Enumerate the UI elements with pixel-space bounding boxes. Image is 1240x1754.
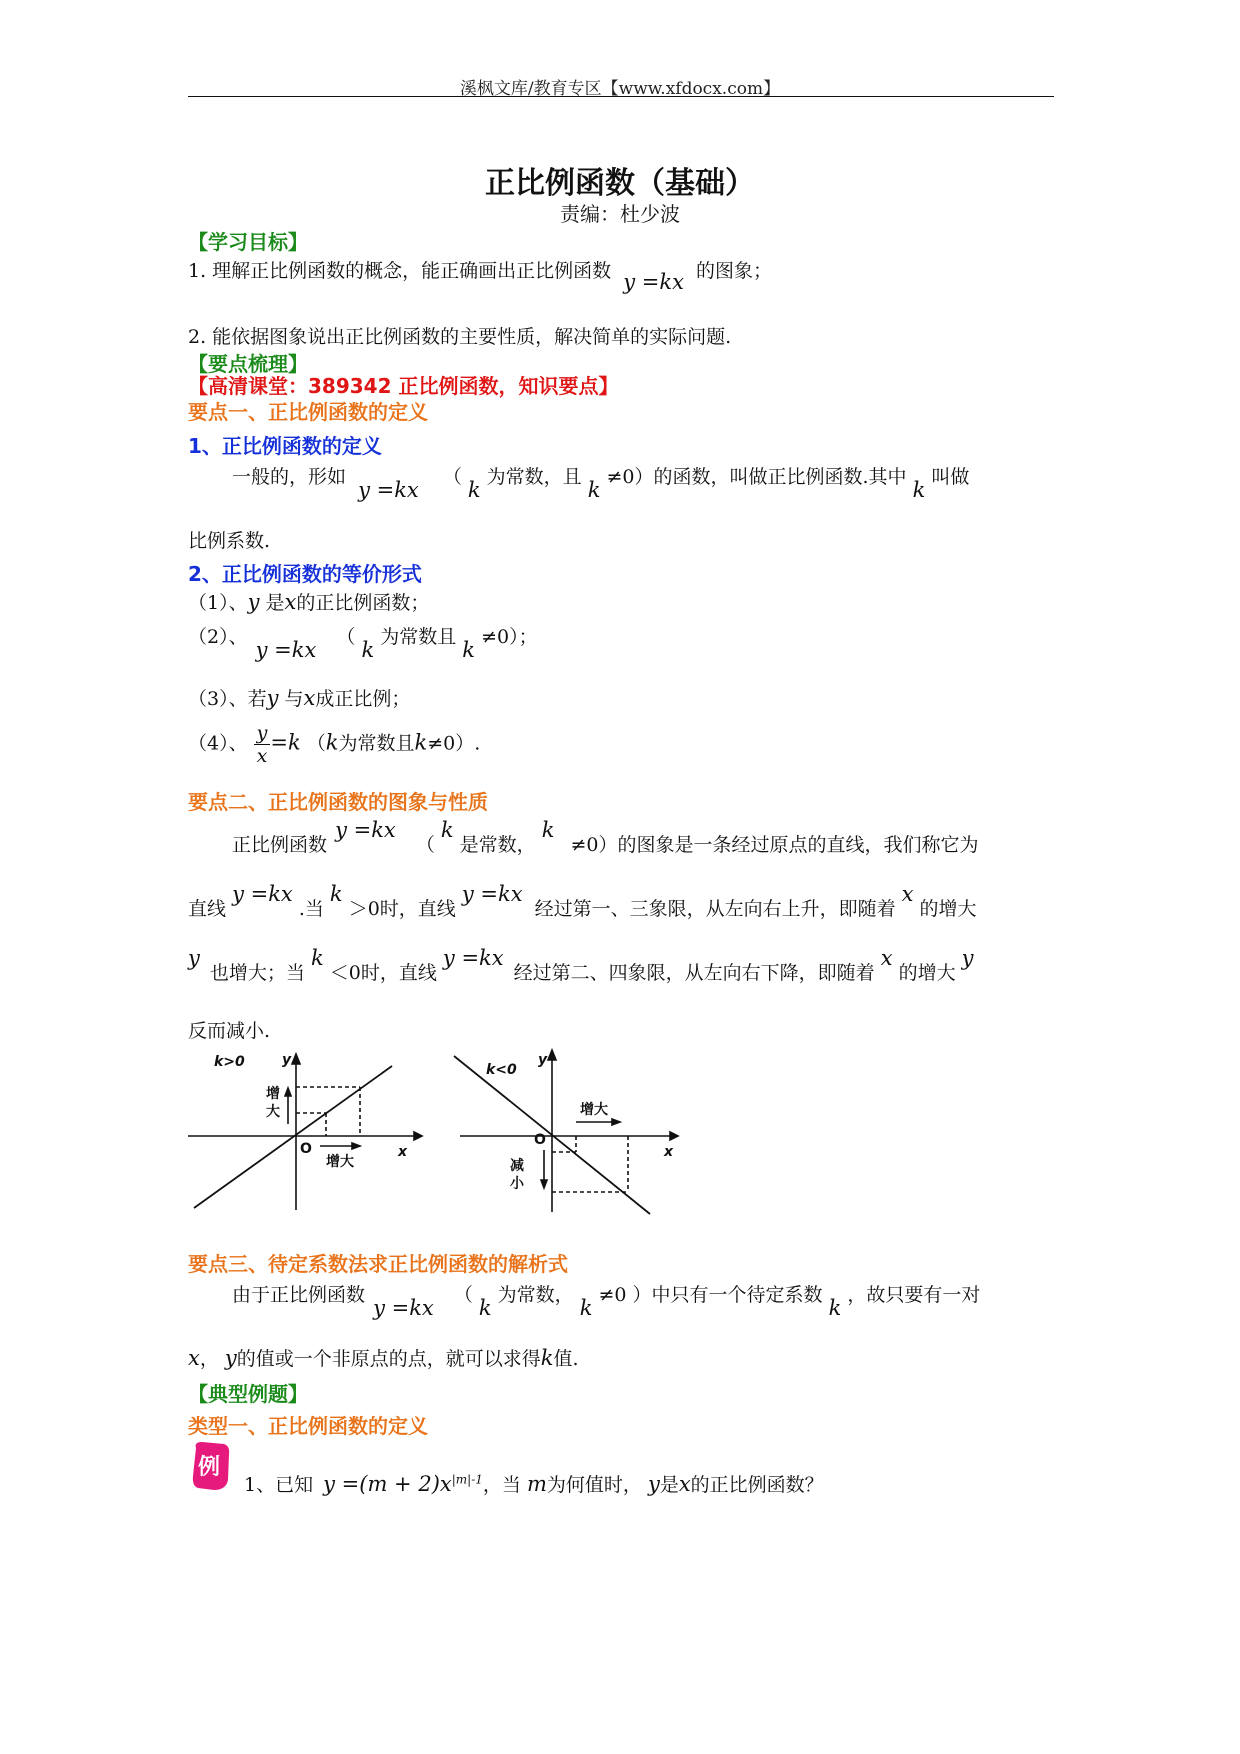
increase-arrow-h-head	[352, 1143, 360, 1149]
k-positive-label: k>0	[214, 1054, 245, 1070]
origin-label: O	[300, 1141, 312, 1157]
formula: y =(m + 2)x	[323, 1472, 452, 1496]
text: 经过第一、三象限，从左向右上升，即随着	[534, 898, 896, 920]
denominator: x	[256, 745, 268, 767]
kp1-sub1: 1、正比例函数的定义	[188, 434, 382, 458]
var-y: y	[224, 1346, 237, 1370]
kp1-definition-line2: 比例系数.	[188, 530, 271, 552]
x-axis-arrow	[670, 1132, 678, 1140]
var-k: k	[912, 478, 926, 502]
graph-k-positive	[186, 1052, 426, 1212]
goal-1-suffix: 的图象；	[695, 260, 772, 282]
increase-arrow-h-head	[612, 1119, 620, 1125]
var-x: x	[880, 946, 893, 970]
exponent: |m|-1	[451, 1472, 483, 1487]
text: 直线	[188, 898, 227, 920]
var-k: k	[325, 730, 339, 755]
kp2-line2	[188, 882, 977, 921]
line-y-kx-positive	[194, 1066, 392, 1208]
var-y: y	[266, 686, 279, 710]
goal-item-2: 2. 能依据图象说出正比例函数的主要性质，解决简单的实际问题.	[188, 326, 732, 348]
decrease-v-label-1: 减	[510, 1158, 524, 1174]
text: ≠0）的图象是一条经过原点的直线，我们称它为	[570, 834, 979, 856]
kp3-line2	[188, 1344, 579, 1371]
formula: y =kx	[358, 478, 419, 502]
formula: y =kx	[373, 1296, 434, 1320]
var-k: k	[478, 1296, 492, 1320]
text: （	[415, 834, 435, 856]
type1-heading: 类型一、正比例函数的定义	[188, 1414, 428, 1438]
text: （4）、	[188, 732, 248, 755]
formula: =k	[270, 730, 301, 755]
form-1	[188, 588, 429, 615]
increase-h-label: 增大	[326, 1154, 354, 1170]
numerator: y	[254, 722, 271, 745]
text: 为常数且	[338, 732, 415, 755]
decrease-arrow-v-head	[541, 1180, 547, 1188]
kp3-heading: 要点三、待定系数法求正比例函数的解析式	[188, 1252, 568, 1276]
text: 值.	[553, 1348, 579, 1370]
form-4	[188, 722, 480, 767]
increase-arrow-v-head	[285, 1088, 291, 1096]
var-k: k	[541, 818, 555, 842]
var-m: m	[526, 1472, 547, 1496]
text: ，	[199, 1348, 219, 1370]
text: 的增大	[898, 962, 956, 984]
text: （	[306, 732, 326, 755]
examples-heading: 【典型例题】	[188, 1382, 308, 1406]
kp2-line1	[232, 818, 979, 857]
text: 成正比例；	[315, 688, 411, 710]
y-axis-arrow	[548, 1050, 556, 1060]
text: 也增大；当	[209, 962, 305, 984]
text: ≠0）的函数，叫做正比例函数.其中	[606, 466, 907, 488]
kp2-heading: 要点二、正比例函数的图象与性质	[188, 790, 488, 814]
var-x: x	[678, 1472, 691, 1496]
var-k: k	[828, 1296, 842, 1320]
text: 为何值时，	[546, 1474, 642, 1496]
goal-1-formula: y =kx	[623, 270, 684, 294]
var-x: x	[188, 1346, 200, 1370]
increase-v-label-2: 大	[266, 1104, 280, 1120]
var-k: k	[587, 478, 601, 502]
header-divider	[188, 96, 1054, 97]
k-negative-label: k<0	[486, 1062, 517, 1078]
text: 经过第二、四象限，从左向右下降，即随着	[513, 962, 875, 984]
x-axis-arrow	[414, 1132, 422, 1140]
text: 与	[284, 688, 304, 710]
form-2	[188, 622, 538, 662]
var-x: x	[303, 686, 316, 710]
text: ≠0 ）中只有一个待定系数	[598, 1284, 823, 1306]
editor-line: 责编：杜少波	[560, 202, 680, 226]
var-k: k	[462, 638, 476, 662]
var-k: k	[440, 818, 454, 842]
formula: y =kx	[461, 882, 523, 906]
example-1-question	[244, 1470, 824, 1497]
kp2-line3	[188, 946, 974, 985]
var-k: k	[329, 882, 343, 906]
text: 是	[659, 1474, 679, 1496]
kp2-line4: 反而减小.	[188, 1020, 271, 1042]
var-y: y	[647, 1472, 660, 1496]
y-label: y	[538, 1052, 548, 1068]
x-label: x	[398, 1144, 408, 1160]
text: 是常数，	[459, 834, 536, 856]
goal-1-text: 1. 理解正比例函数的概念，能正确画出正比例函数	[188, 260, 612, 282]
var-k: k	[579, 1296, 593, 1320]
text: .当	[298, 898, 324, 920]
formula: y =kx	[232, 882, 293, 906]
class-tag: 【高清课堂：389342 正比例函数，知识要点】	[188, 374, 619, 398]
kp1-definition-line1	[232, 462, 970, 502]
kp1-sub2: 2、正比例函数的等价形式	[188, 562, 422, 586]
y-label: y	[282, 1052, 292, 1068]
var-y: y	[188, 946, 200, 970]
text: 一般的，形如	[232, 466, 347, 488]
text: （3）、若	[188, 688, 267, 710]
formula: y =kx	[255, 638, 317, 662]
page-title: 正比例函数（基础）	[485, 166, 755, 201]
text: 正比例函数	[232, 834, 328, 856]
text: （1）、	[188, 592, 248, 614]
kp1-heading: 要点一、正比例函数的定义	[188, 400, 428, 424]
text: （	[453, 1284, 473, 1306]
decrease-v-label-2: 小	[510, 1176, 524, 1192]
y-axis-arrow	[292, 1054, 300, 1064]
graph-k-negative	[446, 1046, 686, 1216]
points-heading: 【要点梳理】	[188, 352, 308, 376]
text: ＞0时，直线	[348, 898, 456, 920]
text: （2）、	[188, 626, 248, 648]
text: 为常数且	[380, 626, 457, 648]
var-k: k	[310, 946, 324, 970]
text: ，故只要有一对	[847, 1284, 981, 1306]
var-y: y	[961, 946, 974, 970]
var-k: k	[540, 1346, 554, 1370]
text: 的增大	[919, 898, 977, 920]
text: （	[442, 466, 462, 488]
badge-label: 例	[198, 1455, 221, 1480]
text: 是	[265, 592, 285, 614]
var-x: x	[901, 882, 914, 906]
text: 的正比例函数；	[296, 592, 430, 614]
formula: y =kx	[442, 946, 504, 970]
goal-item-1	[188, 256, 772, 294]
origin-label: O	[534, 1132, 546, 1148]
var-x: x	[284, 590, 297, 614]
var-k: k	[361, 638, 375, 662]
increase-v-label-1: 增	[266, 1086, 280, 1102]
text: ≠0）；	[481, 626, 538, 648]
example-badge	[190, 1440, 232, 1492]
text: ，当	[482, 1474, 521, 1496]
goals-heading: 【学习目标】	[188, 230, 308, 254]
text: 1、已知	[244, 1474, 314, 1496]
var-y: y	[247, 590, 260, 614]
fraction-y-over-x	[254, 722, 271, 767]
kp3-line1	[232, 1280, 981, 1320]
text: ＜0时，直线	[329, 962, 437, 984]
text: 的正比例函数？	[690, 1474, 824, 1496]
x-label: x	[664, 1144, 674, 1160]
text: 的值或一个非原点的点，就可以求得	[236, 1348, 541, 1370]
form-3	[188, 684, 410, 711]
text: 由于正比例函数	[232, 1284, 366, 1306]
text: 为常数，且	[486, 466, 582, 488]
text: （	[336, 626, 356, 648]
text: 为常数，	[497, 1284, 574, 1306]
text: ≠0）.	[427, 732, 481, 755]
increase-h-label: 增大	[580, 1102, 608, 1118]
site-header: 溪枫文库/教育专区【www.xfdocx.com】	[459, 79, 781, 99]
text: 叫做	[931, 466, 970, 488]
formula: y =kx	[335, 818, 396, 842]
var-k: k	[467, 478, 481, 502]
var-k: k	[414, 730, 428, 755]
